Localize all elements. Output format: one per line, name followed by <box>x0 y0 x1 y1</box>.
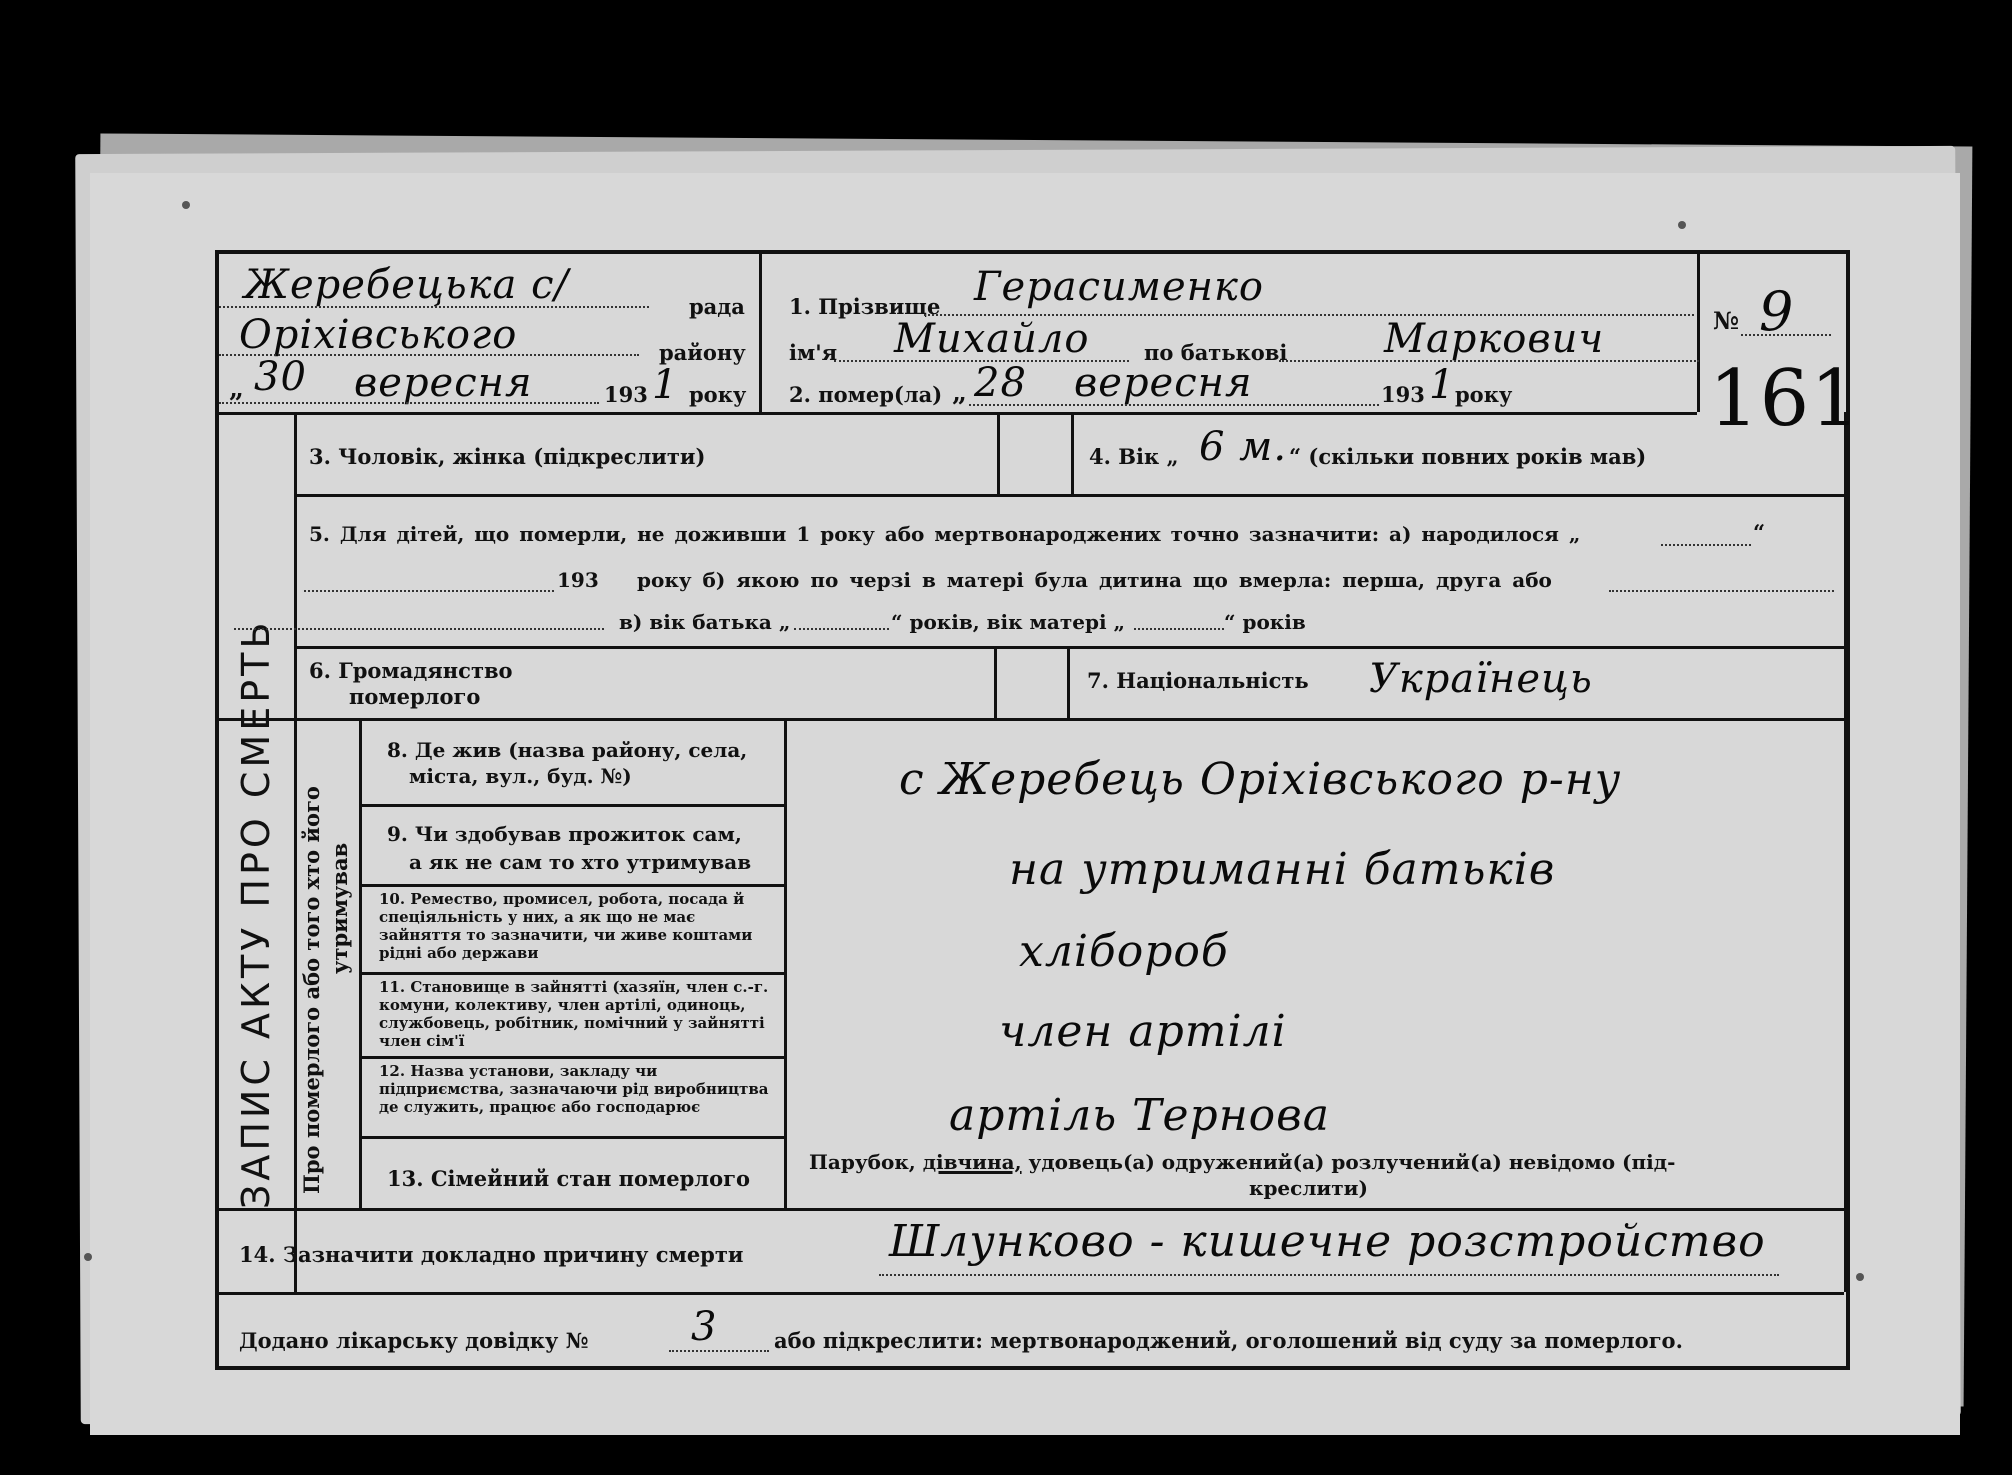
punch-hole <box>182 201 190 209</box>
cause-of-death-handwritten: Шлунково - кишечне розстройство <box>889 1216 1766 1267</box>
employment-status-handwritten: член артілі <box>999 1006 1287 1057</box>
age-label: 4. Вік „ <box>1089 444 1179 469</box>
year-label: року <box>689 382 747 407</box>
livelihood-handwritten: на утриманні батьків <box>1009 844 1556 895</box>
children-info-line3: в) вік батька „ <box>619 610 791 634</box>
residence-label-2: міста, вул., буд. №) <box>409 764 632 788</box>
livelihood-label-1: 9. Чи здобував прожиток сам, <box>387 822 742 846</box>
workplace-handwritten: артіль Тернова <box>949 1090 1331 1141</box>
medical-certificate-number: 3 <box>691 1304 718 1350</box>
archive-number-handwritten: 161 <box>1709 354 1861 444</box>
stillborn-note: або підкреслити: мертвонароджений, оголошений від суду за померлого. <box>774 1328 1683 1353</box>
side-subtitle-2: утримував <box>327 842 352 974</box>
raion-handwritten: Оріхівського <box>239 312 518 358</box>
occupation-label: 10. Ремество, промисел, робота, посада й спеціяльність у них, а як що не має зайняття то зазначити, чи живе коштами рідні або держави <box>379 890 753 962</box>
citizenship-label-1: 6. Громадянство <box>309 658 513 683</box>
punch-hole <box>1678 221 1686 229</box>
record-number-label: № <box>1713 306 1740 335</box>
surname-handwritten: Герасименко <box>974 264 1264 310</box>
death-month-handwritten: вересня <box>1074 360 1253 406</box>
children-info-line2: року б) якою по черзі в матері була дитина що вмерла: перша, друга або <box>637 568 1552 592</box>
age-hint: “ (скільки повних років мав) <box>1289 444 1647 469</box>
name-handwritten: Михайло <box>894 316 1090 362</box>
residence-handwritten: с Жеребець Оріхівського р-ну <box>899 754 1622 805</box>
marital-option-underlined: дівчина, <box>922 1150 1022 1174</box>
sex-field-label: 3. Чоловік, жінка (підкреслити) <box>309 444 706 469</box>
patronymic-handwritten: Маркович <box>1384 316 1605 362</box>
occupation-handwritten: хлібороб <box>1019 926 1229 977</box>
date-month-handwritten: вересня <box>354 360 533 406</box>
death-record-form: Жеребецька с/ рада Оріхівського району „ 30 вересня 193 1 року 1. Прізвище Герасименко ім'я Михайло по батькові Маркович 2. помер(ла) „ 28 вересня 193 1 року № 9 161 ЗАПИС АКТУ ПРО СМЕРТЬ Про померлого або того хто його утримував 3. Чоловік, жінка (підкреслити) 4. Вік „ 6 м. “ (скільки повних років мав) 5. Для дітей, що померли, не доживши 1 року або мертвонароджених точно зазначити: а) народилося „ “ 193 року б) якою по черзі в матері була дитина що вмерла: перша, друга або в) вік батька „ “ років, вік матері „ “ років 6. Громадянство померлого 7. Національність Українець 8. Де жив (назва району, села, міста, вул., буд. №) 9. Чи здобував прожиток сам, а як не сам то хто утримував 10. Ремество, промисел, робота, посада й спеціяльність у них, а як що не має зайняття то зазначити, чи живе коштами рідні або держави 11. Становище в зайнятті (хазяїн, член с.-г. комуни, колективу, член артілі, одиноць, службовець, робітник, помічний у зайнятті член сім'ї 12. Назва установи, закладу чи підприємства, зазначаючи рід виробництва де служить, працює або господарює с Жеребець Оріхівського р-ну на утриманні батьків хлібороб член артілі артіль Тернова 13. Сімейний стан померлого Парубок, дівчина, удовець(а) одружений(а) розлучений(а) невідомо (під- креслити) 14. Зазначити докладно причину смерти Шлунково - кишечне розстройство Додано лікарську довідку № 3 або підкреслити: мертвонароджений, оголошений від суду за померлого. <box>215 250 1850 1370</box>
date-day-handwritten: 30 <box>254 354 307 400</box>
date-year-handwritten: 1 <box>652 362 679 408</box>
rada-label: рада <box>689 294 745 319</box>
employment-status-label: 11. Становище в зайнятті (хазяїн, член с.-г. комуни, колективу, член артілі, одиноць, службовець, робітник, помічний у зайнятті член сім'ї <box>379 978 769 1050</box>
punch-hole <box>84 1253 92 1261</box>
death-date-label: 2. помер(ла) <box>789 382 943 407</box>
rada-handwritten: Жеребецька с/ <box>244 262 569 308</box>
side-subtitle-1: Про померлого або того хто його <box>299 786 324 1194</box>
age-handwritten: 6 м. <box>1199 424 1288 470</box>
punch-hole <box>1856 1273 1864 1281</box>
marital-status-options: Парубок, дівчина, удовець(а) одружений(а) розлучений(а) невідомо (під- <box>809 1150 1676 1174</box>
citizenship-label-2: померлого <box>349 684 481 709</box>
nationality-handwritten: Українець <box>1369 656 1593 702</box>
patronymic-label: по батькові <box>1144 340 1288 365</box>
surname-label: 1. Прізвище <box>789 294 941 319</box>
name-label: ім'я <box>789 340 838 365</box>
marital-status-label: 13. Сімейний стан померлого <box>387 1166 750 1191</box>
medical-certificate-label: Додано лікарську довідку № <box>239 1328 589 1353</box>
nationality-label: 7. Національність <box>1087 668 1309 693</box>
livelihood-label-2: а як не сам то хто утримував <box>409 850 752 874</box>
children-info-line1: 5. Для дітей, що померли, не доживши 1 року або мертвонароджених точно зазначити: а) народилося „ <box>309 522 1581 546</box>
death-year-handwritten: 1 <box>1429 362 1456 408</box>
residence-label-1: 8. Де жив (назва району, села, <box>387 738 748 762</box>
record-number-handwritten: 9 <box>1759 280 1795 343</box>
side-title: ЗАПИС АКТУ ПРО СМЕРТЬ <box>234 618 278 1209</box>
death-day-handwritten: 28 <box>974 360 1027 406</box>
raion-label: району <box>659 340 746 365</box>
cause-of-death-label: 14. Зазначити докладно причину смерти <box>239 1242 744 1267</box>
workplace-label: 12. Назва установи, закладу чи підприємства, зазначаючи рід виробництва де служить, працює або господарює <box>379 1062 769 1116</box>
